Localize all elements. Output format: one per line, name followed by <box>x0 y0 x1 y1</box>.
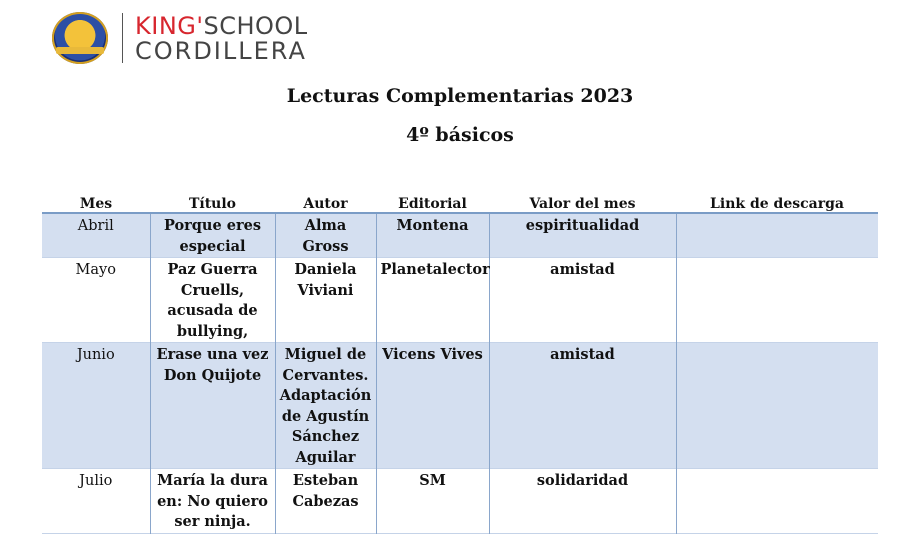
school-crest-logo <box>52 12 108 64</box>
table-header-row <box>42 193 878 213</box>
cell-mes: Mayo <box>75 262 116 278</box>
cell-titulo: Porque eres especial <box>150 213 275 258</box>
cell-link[interactable] <box>676 469 878 534</box>
cell-link[interactable] <box>676 343 878 469</box>
table-row <box>42 258 878 343</box>
header-valor: Valor del mes <box>489 193 676 213</box>
header-link: Link de descarga <box>676 193 878 213</box>
header-editorial: Editorial <box>376 193 489 213</box>
cell-valor: amistad <box>489 343 676 469</box>
header-divider <box>122 13 123 63</box>
cell-valor: amistad <box>489 258 676 343</box>
school-wordmark <box>135 11 308 65</box>
cell-link[interactable] <box>676 258 878 343</box>
cell-titulo: Erase una vez Don Quijote <box>150 343 275 469</box>
wordmark-school: SCHOOL <box>203 11 308 40</box>
wordmark-cordillera: CORDILLERA <box>135 36 307 65</box>
cell-valor: solidaridad <box>489 469 676 534</box>
cell-autor: Esteban Cabezas <box>275 469 376 534</box>
cell-editorial: Montena <box>376 213 489 258</box>
table-row <box>42 343 878 469</box>
table-row <box>42 213 878 258</box>
cell-autor: Alma Gross <box>275 213 376 258</box>
crest-ribbon <box>56 47 104 54</box>
cell-valor: espiritualidad <box>489 213 676 258</box>
cell-mes: Julio <box>79 473 113 489</box>
readings-table <box>42 193 878 534</box>
cell-mes: Abril <box>42 213 150 258</box>
cell-link[interactable] <box>676 213 878 258</box>
cell-titulo: María la dura en: No quiero ser ninja. <box>150 469 275 534</box>
table-row <box>42 469 878 534</box>
cell-titulo: Paz Guerra Cruells, acusada de bullying, <box>150 258 275 343</box>
header-autor: Autor <box>275 193 376 213</box>
cell-mes: Junio <box>42 343 150 469</box>
cell-autor: Miguel de Cervantes. Adaptación de Agustín Sánchez Aguilar <box>275 343 376 469</box>
cell-autor: Daniela Viviani <box>275 258 376 343</box>
cell-editorial: Planetalector <box>376 258 489 343</box>
header-titulo: Título <box>150 193 275 213</box>
cell-editorial: SM <box>376 469 489 534</box>
document-title: Lecturas Complementarias 2023 <box>286 85 634 107</box>
header-mes: Mes <box>42 193 150 213</box>
cell-editorial: Vicens Vives <box>376 343 489 469</box>
wordmark-kings: KING' <box>135 11 204 40</box>
school-header <box>52 10 308 66</box>
document-subtitle: 4º básicos <box>406 124 514 146</box>
